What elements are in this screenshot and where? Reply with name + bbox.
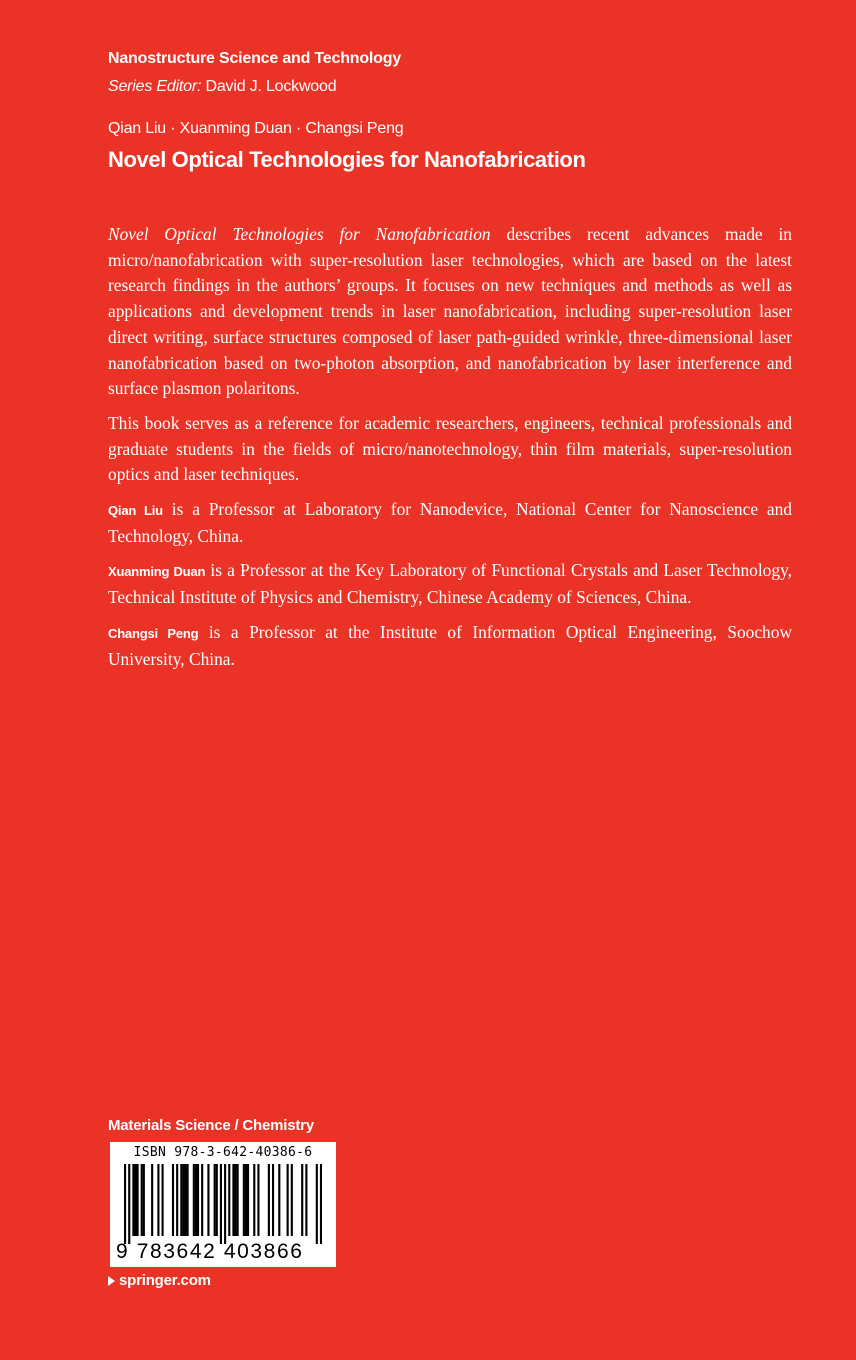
barcode-bar xyxy=(243,1164,245,1236)
barcode-bar xyxy=(220,1164,222,1244)
author-bio-name: Qian Liu xyxy=(108,503,163,519)
author-bio-name: Xuanming Duan xyxy=(108,564,206,580)
barcode-bar xyxy=(193,1164,195,1236)
description-text: describes recent advances made in micro/nanofabrication with super-resolution laser technologies, which are based on the latest research findings in the authors’ groups. It focuses on new techniques and methods as well as applications and development trends in laser nanofabrication, including super-resolution laser direct writing, surface structures composed of laser path-guided wrinkle, three-dimensional laser nanofabrication based on two-photon absorption, and nanofabrication by laser interference and surface plasmon polaritons. xyxy=(108,224,792,399)
author-bio-text: is a Professor at the Key Laboratory of Functional Crystals and Laser Technology, Technical Institute of Physics and Chemistry, Chinese Academy of Sciences, China. xyxy=(108,560,792,608)
barcode-bar xyxy=(320,1164,322,1244)
barcode-bar xyxy=(124,1164,126,1244)
barcode-bar xyxy=(143,1164,145,1236)
ean-digits: 9 783642 403866 xyxy=(116,1240,304,1263)
barcode-bar xyxy=(195,1164,197,1236)
barcode-bar xyxy=(151,1164,153,1236)
publisher-website[interactable] xyxy=(108,1272,211,1289)
barcode-bar xyxy=(201,1164,203,1236)
barcode-bar xyxy=(278,1164,280,1236)
author-bio-text: is a Professor at Laboratory for Nanodevice, National Center for Nanoscience and Technology, China. xyxy=(108,499,792,546)
barcode-bar xyxy=(176,1164,178,1236)
author-bio xyxy=(108,497,792,549)
barcode-bar xyxy=(247,1164,249,1236)
barcode-bar xyxy=(128,1164,130,1244)
website-label: springer.com xyxy=(119,1272,211,1289)
isbn-label: ISBN 978-3-642-40386-6 xyxy=(133,1145,313,1160)
author-bio xyxy=(108,558,792,610)
barcode-bar xyxy=(207,1164,209,1236)
barcode-bar xyxy=(134,1164,136,1236)
author-bio xyxy=(108,620,792,672)
barcode-bar xyxy=(137,1164,139,1236)
barcode-bar xyxy=(216,1164,218,1236)
barcode-bar xyxy=(305,1164,307,1236)
barcode-bar xyxy=(316,1164,318,1244)
barcode-bar xyxy=(172,1164,174,1236)
description-book-title: Novel Optical Technologies for Nanofabrication xyxy=(108,224,491,244)
barcode-bar xyxy=(187,1164,189,1236)
book-title: Novel Optical Technologies for Nanofabrication xyxy=(108,147,586,172)
barcode-bar xyxy=(180,1164,182,1236)
barcode-bar xyxy=(214,1164,216,1236)
barcode-bars xyxy=(124,1164,322,1244)
series-title: Nanostructure Science and Technology xyxy=(108,50,402,67)
arrow-right-icon xyxy=(108,1276,115,1286)
series-editor xyxy=(108,78,336,96)
subject-category: Materials Science / Chemistry xyxy=(108,1117,314,1134)
barcode-bar xyxy=(257,1164,259,1236)
barcode-bar xyxy=(132,1164,134,1236)
barcode-bar xyxy=(245,1164,247,1236)
book-authors: Qian Liu · Xuanming Duan · Changsi Peng xyxy=(108,120,404,137)
barcode-bar xyxy=(291,1164,293,1236)
author-bio-name: Changsi Peng xyxy=(108,625,199,641)
barcode-bar xyxy=(272,1164,274,1236)
series-editor-label: Series Editor: xyxy=(108,78,202,95)
barcode-bar xyxy=(234,1164,236,1236)
barcode-bar xyxy=(197,1164,199,1236)
audience-paragraph: This book serves as a reference for academic researchers, engineers, technical professionals and graduate students in the fields of micro/nanotechnology, thin film materials, super-resolution optics and laser techniques. xyxy=(108,412,792,485)
barcode-bar xyxy=(287,1164,289,1236)
barcode-bar xyxy=(162,1164,164,1236)
barcode-bar xyxy=(301,1164,303,1236)
barcode-bar xyxy=(184,1164,186,1236)
description-paragraph xyxy=(108,222,792,402)
barcode-bar xyxy=(232,1164,234,1236)
barcode-bar xyxy=(157,1164,159,1236)
isbn-barcode xyxy=(110,1142,336,1267)
barcode-bar xyxy=(228,1164,230,1236)
barcode-bar xyxy=(182,1164,184,1236)
description-block xyxy=(108,222,792,681)
barcode-bar xyxy=(237,1164,239,1236)
author-bio-text: is a Professor at the Institute of Information Optical Engineering, Soochow University, China. xyxy=(108,621,792,669)
barcode-bar xyxy=(224,1164,226,1244)
barcode-bar xyxy=(253,1164,255,1236)
barcode-bar xyxy=(141,1164,143,1236)
series-editor-name: David J. Lockwood xyxy=(205,78,337,95)
barcode-bar xyxy=(268,1164,270,1236)
